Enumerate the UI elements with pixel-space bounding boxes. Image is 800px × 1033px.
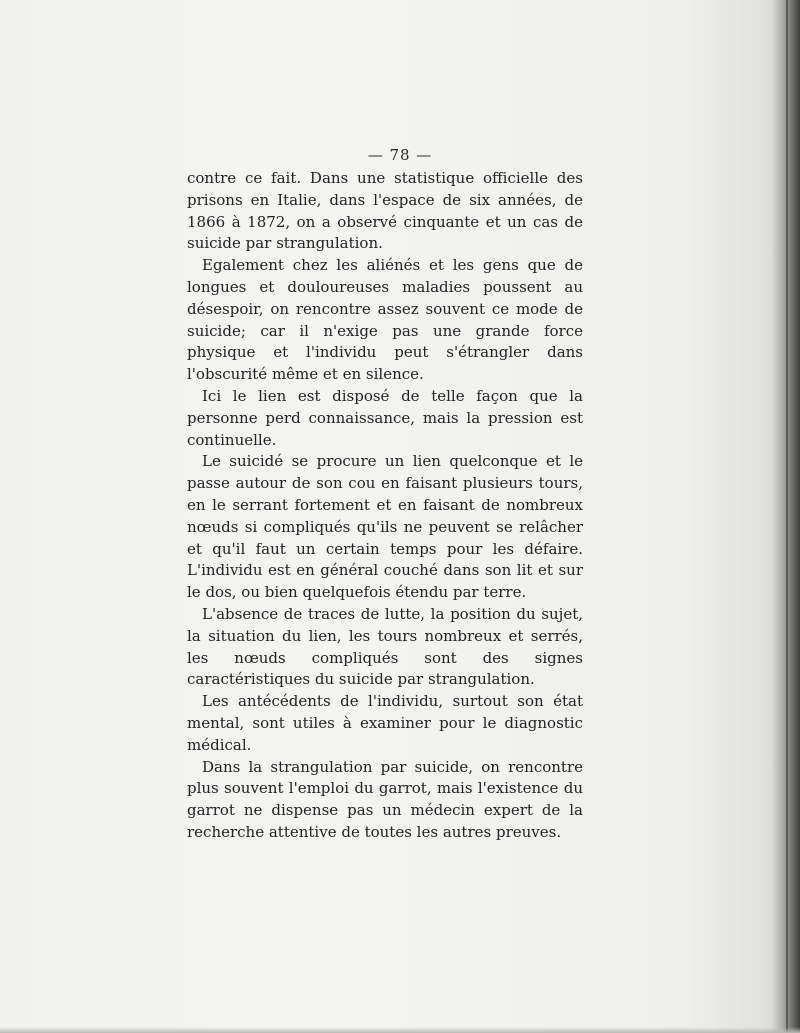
page-bottom-shadow (0, 1027, 800, 1033)
paragraph: Le suicidé se procure un lien quelconque et le passe autour de son cou en faisant plusieurs tours, en le serrant fortement et en faisant de nombreux nœuds si compliqués qu'ils ne peuvent se relâcher et qu'il faut un certain temps pour les défaire. L'individu est en général couché dans son lit et sur le dos, ou bien quelquefois étendu par terre. (187, 452, 583, 602)
paragraph: contre ce fait. Dans une statistique officielle des prisons en Italie, dans l'espace de six années, de 1866 à 1872, on a observé cinquante et un cas de suicide par strangulation. (187, 169, 583, 253)
body-text (187, 168, 583, 844)
paragraph: Dans la strangulation par suicide, on rencontre plus souvent l'emploi du garrot, mais l'existence du garrot ne dispense pas un médecin expert de la recherche attentive de toutes les autres preuves. (187, 757, 583, 841)
paragraph: L'absence de traces de lutte, la position du sujet, la situation du lien, les tours nombreux et serrés, les nœuds compliqués sont des signes caractéristiques du suicide par strangulation. (187, 604, 583, 689)
paragraph: Les antécédents de l'individu, surtout son état mental, sont utiles à examiner pour le diagnostic médical. (187, 692, 583, 754)
paragraph: Egalement chez les aliénés et les gens que de longues et douloureuses maladies poussent au désespoir, on rencontre assez souvent ce mode de suicide; car il n'exige pas une grande force physique et l'individu peut s'étrangler dans l'obscurité même et en silence. (187, 256, 583, 384)
page-number: — 78 — (367, 146, 433, 164)
paragraph: Ici le lien est disposé de telle façon que la personne perd connaissance, mais la pression est continuelle. (187, 386, 583, 449)
